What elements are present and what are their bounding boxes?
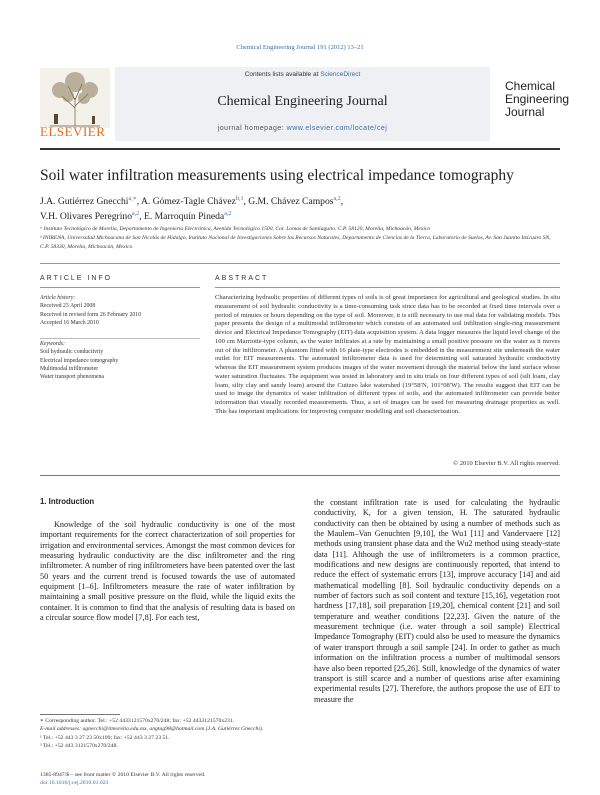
abstract-rule — [215, 287, 560, 288]
footnote-email[interactable]: E-mail addresses: agnecchi@itmorelia.edu.mx, angtag98@hotmail.com (J.A. Gutiérrez Gnecchi). — [40, 726, 264, 733]
issn-line: 1385-8947/$ – see front matter © 2010 Elsevier B.V. All rights reserved. — [40, 772, 206, 778]
copyright-line: © 2010 Elsevier B.V. All rights reserved. — [453, 460, 560, 467]
homepage-prefix: journal homepage: — [217, 125, 287, 132]
keywords — [40, 340, 205, 381]
cover-journal-title: Chemical Engineering Journal — [505, 79, 570, 119]
sciencedirect-link[interactable]: ScienceDirect — [320, 71, 361, 78]
article-info-heading: ARTICLE INFO — [40, 275, 113, 282]
affiliation-rule — [40, 263, 560, 264]
affiliation-b: ᵇ INIRENA, Universidad Michoacana de San Nicolás de Hidalgo, Instituto Nacional de Investigaciones Sobre los Recursos Naturales, Departamento de Ciencias de la Tierra, Laboratorio de Suelos, Av. San Juanito Itzícuaro SN, C.P. 58330, Morelia, Michoacán, Mexico — [40, 235, 551, 250]
author-name: , G.M. Chávez Campos — [243, 196, 334, 208]
author-affiliation-link[interactable]: a,2 — [333, 196, 341, 202]
affiliations — [40, 225, 560, 252]
author-list: J.A. Gutiérrez Gnecchi$^{a,∗}$, A. Gómez-Tagle Chávez$^{b,1}$, G.M. Chávez Campos$^{a,2}$, V.H. Olivares Peregrino$^{a,2}$, E. Marroquín Pineda$^{a,2}$ — [40, 196, 344, 223]
contents-prefix: Contents lists available at — [244, 71, 321, 78]
footnote-2: ² Tel.: +52 443 3121570x270/248. — [40, 742, 118, 749]
keywords-rule — [40, 338, 200, 339]
body-column-right: the constant infiltration rate is used for calculating the hydraulic conductivity, K, for a given tension, H. The saturated hydraulic conductivity can then be obtained by using a number of methods such as the Maulem–Van Genuchten [9,10], the Wu1 [11] and Vandervaere [12] methods using transient phase data and the Wu2 method using steady-state data [11]. Although the use of infiltrometers is a common practice, modifications and new designs are continuously reported, that intend to reduce the effect of systematic errors [13], improve accuracy [14] and aid mathematical modelling [8]. Soil hydraulic conductivity depends on a number of factors such as soil content and texture [15,16], vegetation root hardness [17,18], soil preparation [19,20], chemical content [21] and soil temperature and weather conditions [22,23]. Given the nature of the measurement technique (i.e. water through a soil sample) Electrical Impedance Tomography (EIT) could also be used to measure the dynamics of water transport through a soil sample [24]. In order to gather as much information on the infiltration process a number of multimodal sensors have also been reported [25,26]. Still, knowledge of the dynamics of water transport is still scarce and a number of questions arise after examining experimental results [27]. Therefore, the authors propose the use of EIT to measure the — [314, 498, 560, 704]
author-name: J.A. Gutiérrez Gnecchi — [40, 196, 129, 208]
author-affiliation-link[interactable]: a,2 — [132, 211, 140, 218]
keyword: Soil hydraulic conductivity — [40, 349, 104, 356]
article-info-rule — [40, 287, 200, 288]
doi-link[interactable]: doi:10.1016/j.cej.2010.01.023 — [40, 780, 109, 787]
section-heading-introduction: 1. Introduction — [40, 497, 95, 506]
homepage-link[interactable]: www.elsevier.com/locate/cej — [286, 125, 388, 132]
elsevier-wordmark: ELSEVIER — [40, 124, 106, 139]
history-label: Article history: — [40, 295, 76, 301]
author-affiliation-link[interactable]: a,2 — [224, 211, 232, 218]
footnote-1: ¹ Tel.: +52 443 3 27 23 50x109; fax: +52 443 3 27 23 51. — [40, 734, 170, 741]
keyword: Water transport phenomena — [40, 374, 104, 381]
article-history — [40, 294, 205, 327]
abstract-heading: ABSTRACT — [215, 275, 269, 282]
author-name: , E. Marroquín Pineda — [139, 211, 225, 223]
footnote-corresponding: ∗ Corresponding author. Tel.: +52 4433121570x270/248; fax: +52 4433121570x231. — [40, 718, 235, 724]
header-rule — [40, 148, 560, 150]
footnotes — [40, 717, 300, 750]
abstract-text: Characterizing hydraulic properties of different types of soils is of great importance for agricultural and geological studies. In situ measurement of soil hydraulic conductivity is a time-consuming task since data has to be recorded at fixed time intervals over a period of minutes or hours depending on the type of soil. Moreover, it is still necessary to use real data for validating models. This paper presents the design of a multimodal infiltrometer which consists of an automated soil infiltration single-ring measurement device and Electrical Impedance Tomography (EIT) data acquisition system. A data logger measures the liquid level change of the 100 cm Marriotte-type column, as the water infiltrates at a rate by maintaining a small positive pressure on the water as it moves out of the infiltrometer. A phantom fitted with 16 plate-type electrodes is embedded in the measurement site underneath the water outlet for EIT measurements. The automated infiltrometer data is used for determining soil saturated hydraulic conductivity whereas the EIT measurement system produces images of the water movement through the material below the land surface whose water saturation fluctuates. The equipment was tested in laboratory and in situ trials on four different types of soil (silt loam, clay loam, silty clay and sandy loam) around the Cuitzeo lake watershed (19°58′N, 101°08′W). The results suggest that EIT can be used to image the dynamics of water infiltration of different types of soils, and the automated infiltrometer can provide better information that visually recorded measurements. Thus, a set of images can be used for measuring drainage properties as well. This has important implications for improving computer modelling and soil characterization. — [215, 294, 560, 415]
body-column-left: Knowledge of the soil hydraulic conductivity is one of the most important requirements for the correct characterization of soil properties for irrigation and environmental services. Amongst the most common devices for measuring hydraulic conductivity are the disc infiltrometer and the ring infiltrometer. A number of ring infiltrometers have been patented over the last 50 years and the current trend is focused towards the use of automated equipment [1–6]. Infiltrometers measure the rate of water infiltration by maintaining a small positive pressure on the fluid, while the liquid exits the container. It is common to find that the analysis of resulting data is based on a circular source flow model [7,8]. For each test, — [40, 520, 295, 623]
keyword: Electrical impedance tomography — [40, 357, 119, 364]
keyword: Multimodal infiltrometer — [40, 365, 99, 372]
contents-line — [115, 71, 490, 78]
author-affiliation-link[interactable]: b,1 — [235, 196, 244, 202]
author-name: V.H. Olivares Peregrino — [40, 211, 133, 223]
affiliation-a: ᵃ Instituto Tecnológico de Morelia, Departamento de Ingeniería Electrónica, Avenida Tecnológico 1500, Col. Lomas de Santiaguito. C.P. 58120, Morelia, Michoacán, Mexico — [40, 226, 431, 232]
footnote-rule — [40, 714, 120, 715]
article-title: Soil water infiltration measurements using electrical impedance tomography — [40, 167, 514, 184]
history-item: Accepted 16 March 2010 — [40, 319, 99, 326]
history-item: Received 23 April 2008 — [40, 303, 96, 310]
history-item: Received in revised form 26 February 2010 — [40, 311, 142, 318]
keywords-label: Keywords: — [40, 341, 65, 347]
author-affiliation-link[interactable]: a,∗ — [128, 196, 137, 202]
elsevier-tree-logo — [40, 68, 110, 128]
abstract-bottom-rule — [40, 475, 560, 476]
issn-block — [40, 771, 300, 788]
journal-homepage — [115, 125, 490, 132]
journal-title: Chemical Engineering Journal — [217, 94, 388, 109]
journal-reference[interactable]: Chemical Engineering Journal 191 (2012) 13–21 — [236, 44, 364, 51]
author-name: , A. Gómez-Tagle Chávez — [136, 196, 236, 208]
